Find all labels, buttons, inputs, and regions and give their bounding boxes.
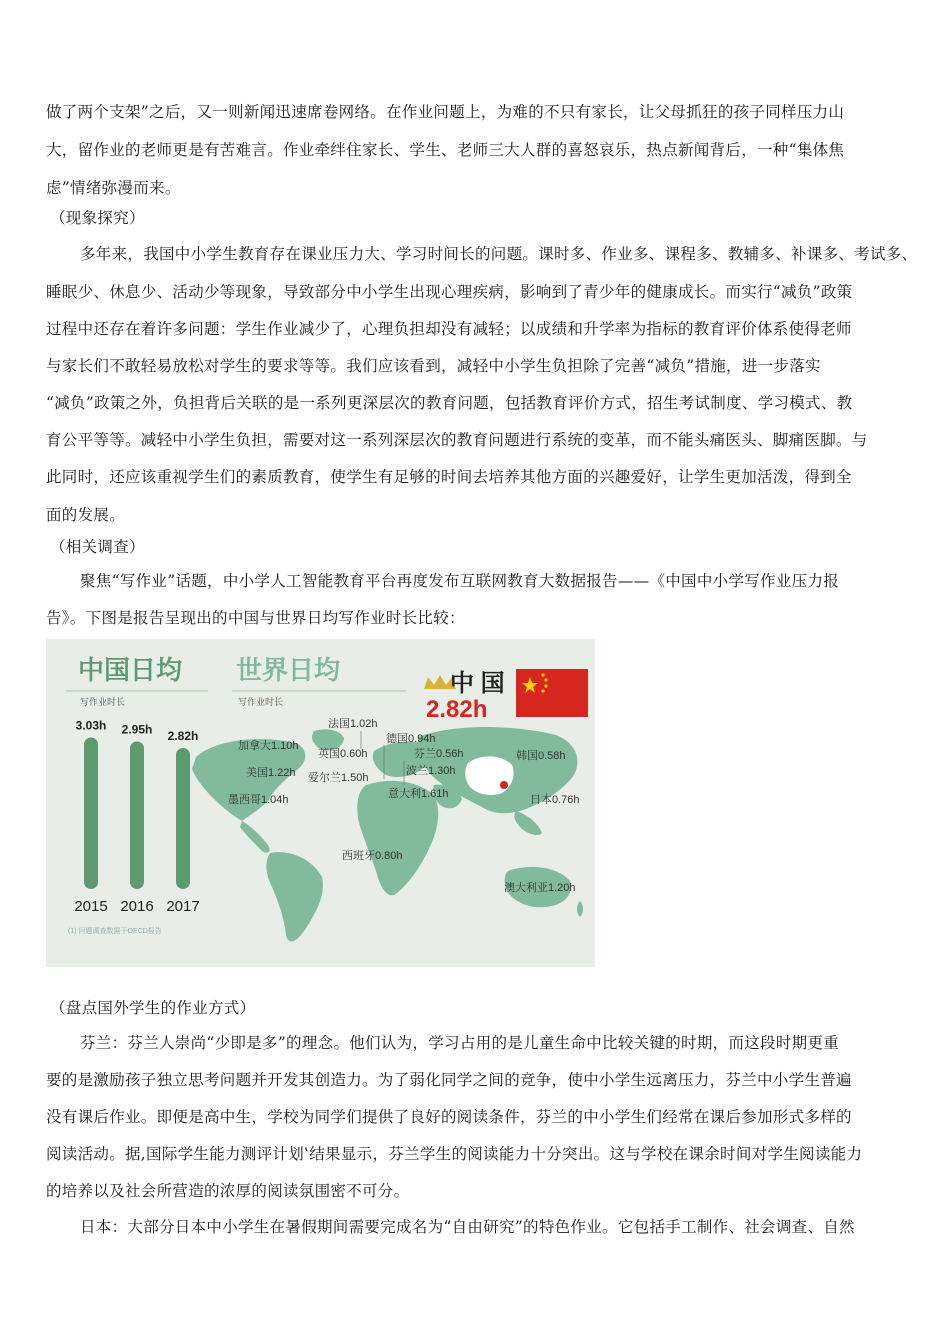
china-dot — [500, 781, 508, 789]
intro-line: 大，留作业的老师更是有苦难言。作业牵绊住家长、学生、老师三大人群的喜怒哀乐，热点新闻背后，一种“集体焦 — [46, 141, 845, 159]
paragraph-line: 的培养以及社会所营造的浓厚的阅读氛围密不可分。 — [46, 1182, 410, 1200]
bar-category-label: 2016 — [120, 898, 154, 915]
country-label-意大利: 意大利1.61h — [388, 788, 449, 800]
bar-category-label: 2015 — [74, 898, 108, 915]
country-label-爱尔兰: 爱尔兰1.50h — [308, 772, 369, 784]
paragraph-line: 告》。下图是报告呈现出的中国与世界日均写作业时长比较： — [46, 609, 465, 627]
paragraph-line: 睡眠少、休息少、活动少等现象，导致部分中小学生出现心理疾病，影响到了青少年的健康成长。而实行“减负”政策 — [46, 283, 853, 301]
world-daily-subtitle: 写作业时长 — [238, 697, 284, 707]
section-heading-survey: （相关调查） — [50, 538, 145, 556]
bar-2016 — [130, 742, 144, 890]
china-badge — [424, 669, 588, 723]
country-label-加拿大: 加拿大1.10h — [238, 740, 299, 752]
country-label-西班牙: 西班牙0.80h — [342, 850, 403, 862]
paragraph-line: 聚焦“写作业”话题，中小学人工智能教育平台再度发布互联网教育大数据报告——《中国中小学写作业压力报 — [80, 572, 840, 590]
section-heading-foreign-homework: （盘点国外学生的作业方式） — [50, 999, 256, 1017]
bar-value-label: 2.82h — [167, 729, 199, 743]
infographic-svg — [46, 639, 595, 967]
paragraph-line: 日本：大部分日本中小学生在暑假期间需要完成名为“自由研究”的特色作业。它包括手工制作、社会调查、自然 — [80, 1218, 855, 1236]
paragraph-line: 多年来，我国中小学生教育存在课业压力大、学习时间长的问题。课时多、作业多、课程多、教辅多、补课多、考试多、 — [80, 245, 918, 263]
intro-line: 做了两个支架”之后，又一则新闻迅速席卷网络。在作业问题上，为难的不只有家长，让父母抓狂的孩子同样压力山 — [46, 103, 845, 121]
world-daily-title: 世界日均 — [236, 655, 341, 685]
paragraph-line: 面的发展。 — [46, 506, 126, 524]
country-label-波兰: 波兰1.30h — [406, 765, 456, 777]
bar-value-label: 3.03h — [75, 718, 107, 733]
intro-line: 虑”情绪弥漫而来。 — [46, 179, 181, 197]
country-label-英国: 英国0.60h — [318, 748, 368, 760]
bar-value-label: 2.95h — [121, 722, 153, 737]
section-heading-phenomenon: （现象探究） — [50, 209, 145, 227]
china-daily-title: 中国日均 — [78, 655, 183, 685]
source-note: (1) 问题调查数据于OECD报告 — [68, 928, 162, 935]
country-label-芬兰: 芬兰0.56h — [414, 748, 464, 760]
country-label-日本: 日本0.76h — [530, 794, 580, 806]
country-label-韩国: 韩国0.58h — [516, 750, 566, 762]
bar-2017 — [176, 748, 190, 889]
bar-2015 — [84, 738, 98, 890]
paragraph-line: 阅读活动。据,国际学生能力测评计划‛结果显示，芬兰学生的阅读能力十分突出。这与学校在课余时间对学生阅读能力 — [46, 1145, 863, 1163]
china-bar-chart — [74, 719, 199, 916]
paragraph-line: 育公平等等。减轻中小学生负担，需要对这一系列深层次的教育问题进行系统的变革，而不能头痛医头、脚痛医脚。与 — [46, 431, 868, 449]
china-badge-value: 2.82h — [426, 696, 488, 723]
china-daily-subtitle: 写作业时长 — [80, 697, 126, 707]
bar-category-label: 2017 — [166, 898, 200, 915]
country-label-美国: 美国1.22h — [246, 767, 296, 779]
china-badge-label: 中 国 — [450, 670, 505, 697]
country-label-德国: 德国0.94h — [386, 733, 436, 745]
paragraph-line: 要的是激励孩子独立思考问题并开发其创造力。为了弱化同学之间的竞争，使中小学生远离压力，芬兰中小学生普遍 — [46, 1071, 852, 1089]
paragraph-line: “减负”政策之外，负担背后关联的是一系列更深层次的教育问题，包括教育评价方式，招生考试制度、学习模式、教 — [46, 394, 853, 412]
paragraph-line: 此同时，还应该重视学生们的素质教育，使学生有足够的时间去培养其他方面的兴趣爱好，让学生更加活泼，得到全 — [46, 468, 852, 486]
paragraph-line: 过程中还存在着许多问题：学生作业减少了，心理负担却没有减轻；以成绩和升学率为指标的教育评价体系使得老师 — [46, 320, 852, 338]
country-label-澳大利亚: 澳大利亚1.20h — [504, 882, 576, 894]
paragraph-line: 没有课后作业。即便是高中生，学校为同学们提供了良好的阅读条件，芬兰的中小学生们经常在课后参加形式多样的 — [46, 1108, 852, 1126]
homework-time-infographic — [46, 639, 595, 967]
country-label-墨西哥: 墨西哥1.04h — [228, 794, 289, 806]
paragraph-line: 与家长们不敢轻易放松对学生的要求等等。我们应该看到，减轻中小学生负担除了完善“减负”措施，进一步落实 — [46, 357, 821, 375]
china-flag-icon — [516, 669, 588, 717]
paragraph-line: 芬兰：芬兰人崇尚“少即是多”的理念。他们认为，学习占用的是儿童生命中比较关键的时期，而这段时期更重 — [80, 1034, 840, 1052]
country-label-法国: 法国1.02h — [328, 718, 378, 730]
